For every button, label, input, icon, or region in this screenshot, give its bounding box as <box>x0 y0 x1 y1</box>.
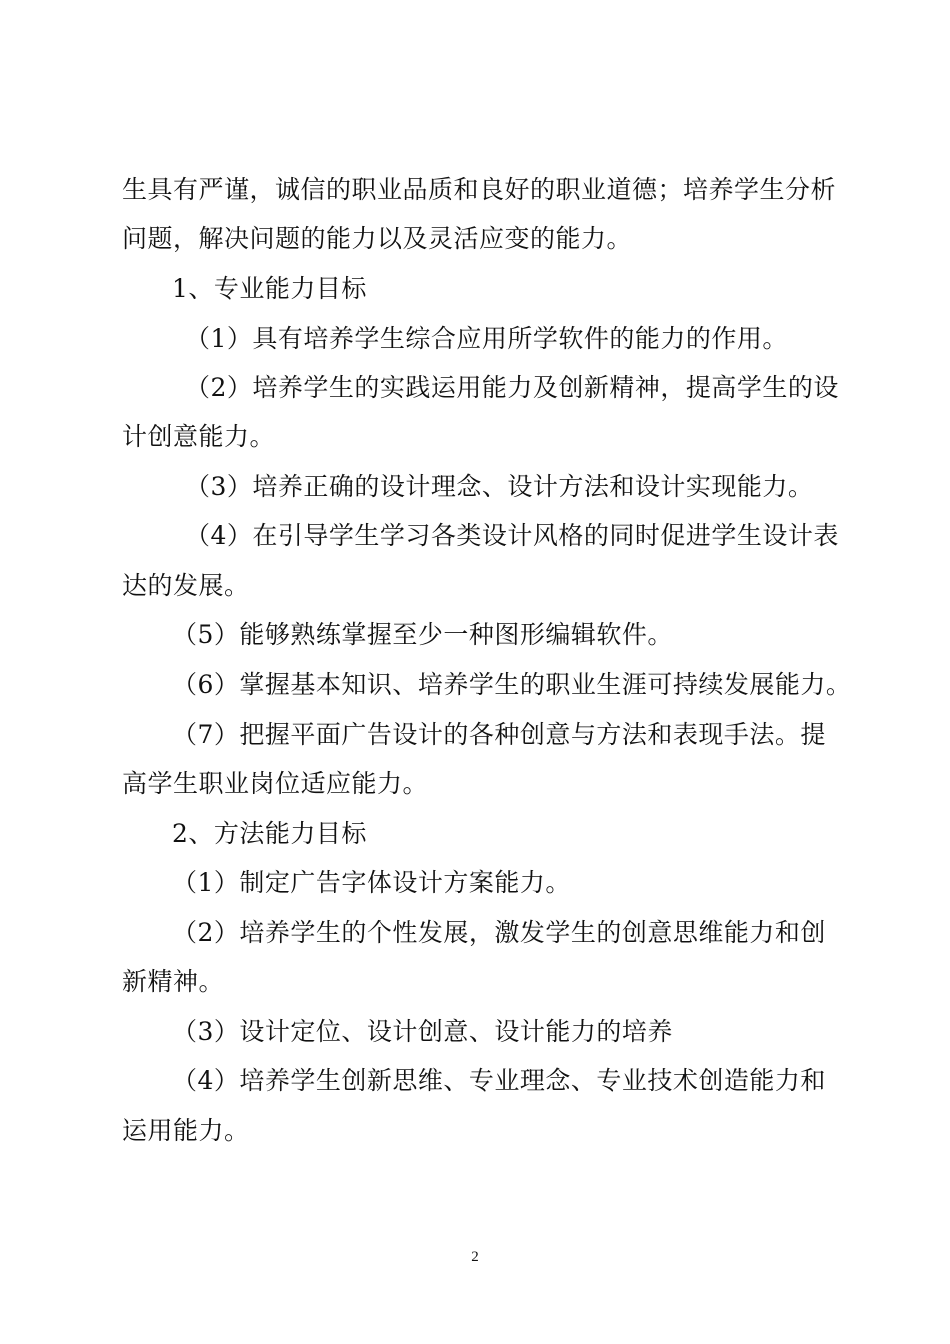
paragraph-line: 新精神。 <box>122 967 225 996</box>
paragraph-line: 运用能力。 <box>122 1116 250 1145</box>
list-item: （1）制定广告字体设计方案能力。 <box>172 868 571 897</box>
list-item: （1）具有培养学生综合应用所学软件的能力的作用。 <box>185 324 788 353</box>
list-item: （5）能够熟练掌握至少一种图形编辑软件。 <box>172 620 673 649</box>
section-heading: 1、专业能力目标 <box>172 274 367 303</box>
list-item: （7）把握平面广告设计的各种创意与方法和表现手法。提 <box>172 720 826 749</box>
list-item: （6）掌握基本知识、培养学生的职业生涯可持续发展能力。 <box>172 670 852 699</box>
list-item: （4）在引导学生学习各类设计风格的同时促进学生设计表 <box>185 521 839 550</box>
paragraph-line: 生具有严谨，诚信的职业品质和良好的职业道德；培养学生分析 <box>122 175 837 204</box>
section-heading: 2、方法能力目标 <box>172 819 367 848</box>
list-item: （2）培养学生的个性发展，激发学生的创意思维能力和创 <box>172 918 826 947</box>
list-item: （2）培养学生的实践运用能力及创新精神，提高学生的设 <box>185 373 839 402</box>
paragraph-line: 达的发展。 <box>122 571 250 600</box>
paragraph-line: 问题，解决问题的能力以及灵活应变的能力。 <box>122 224 633 253</box>
page-number: 2 <box>471 1249 479 1265</box>
paragraph-line: 计创意能力。 <box>122 422 276 451</box>
list-item: （3）设计定位、设计创意、设计能力的培养 <box>172 1017 673 1046</box>
paragraph-line: 高学生职业岗位适应能力。 <box>122 769 429 798</box>
list-item: （3）培养正确的设计理念、设计方法和设计实现能力。 <box>185 472 814 501</box>
list-item: （4）培养学生创新思维、专业理念、专业技术创造能力和 <box>172 1066 826 1095</box>
